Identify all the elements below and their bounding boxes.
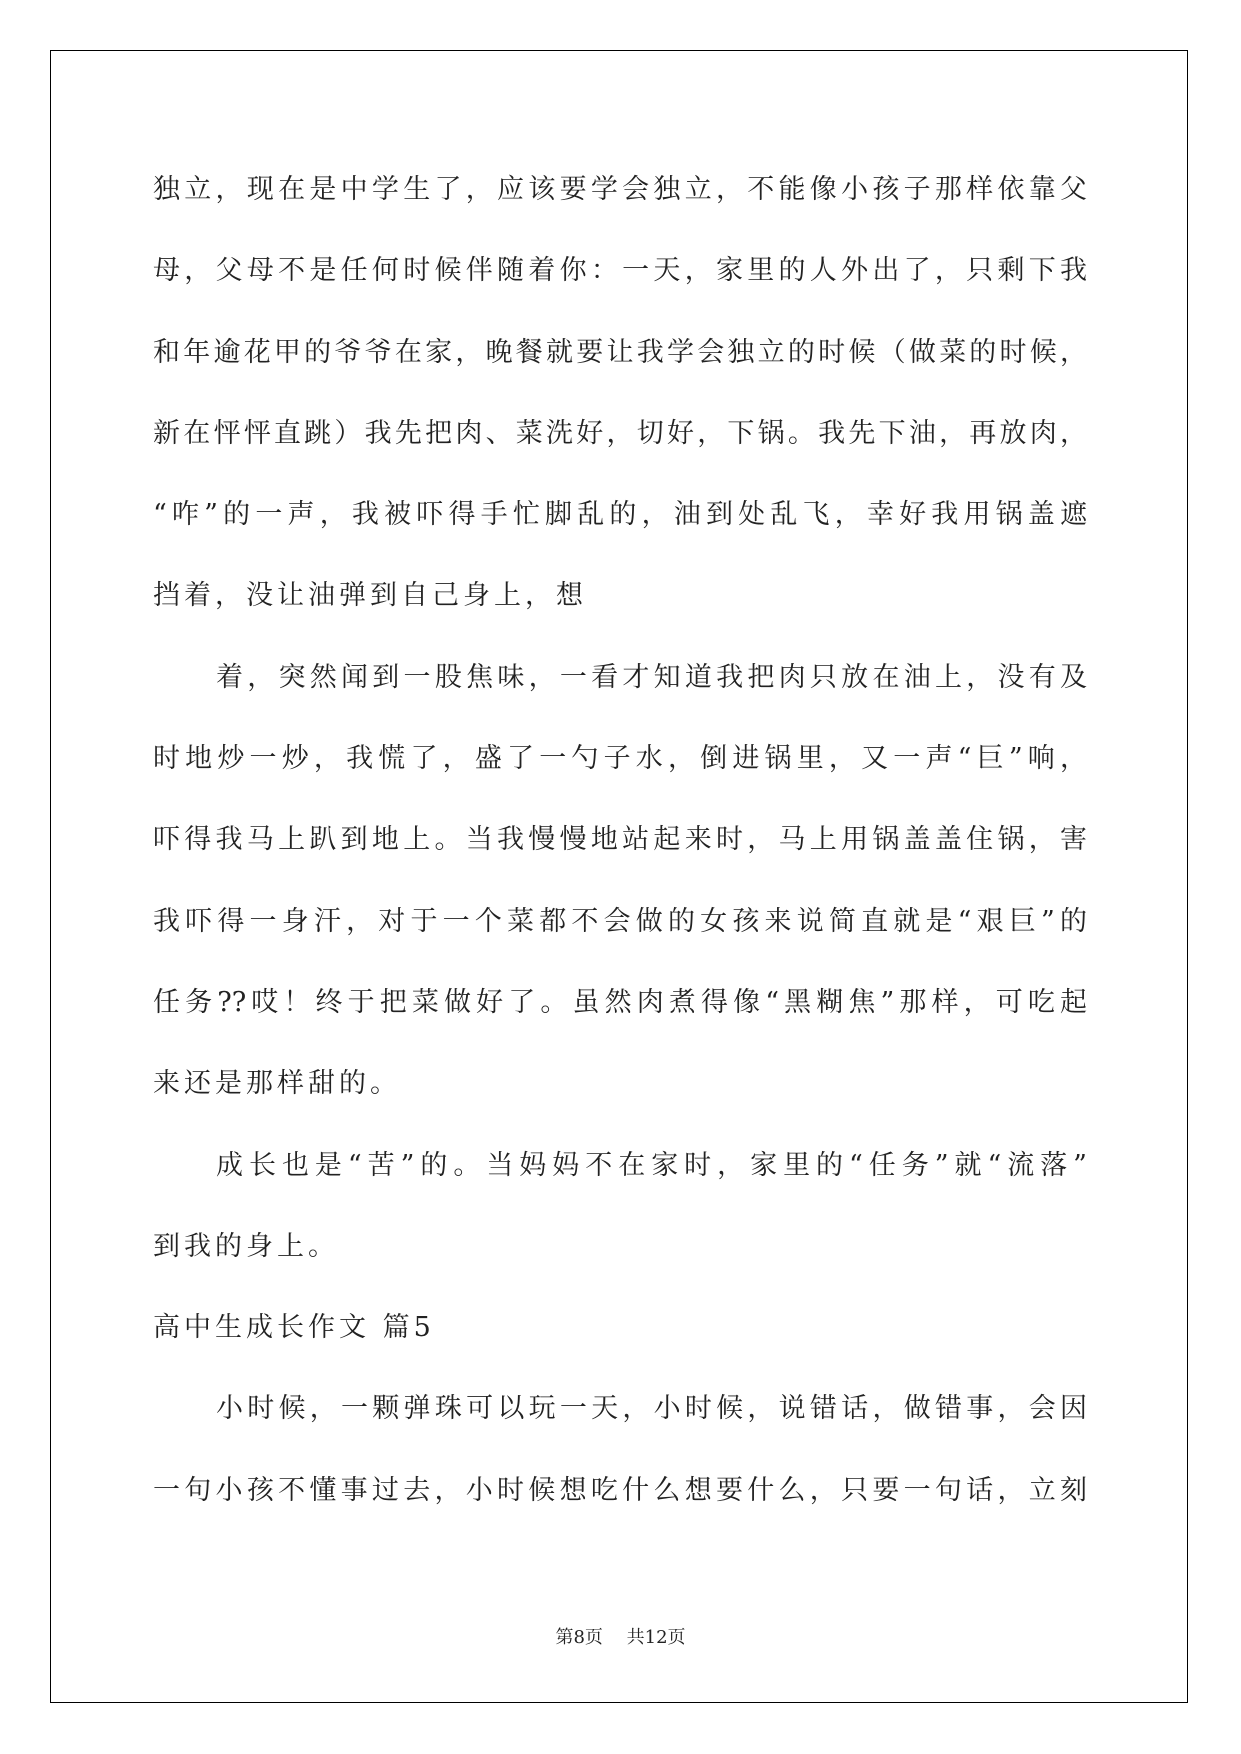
text-line: 小时候，一颗弹珠可以玩一天，小时候，说错话，做错事，会因 — [216, 1393, 1087, 1425]
text-line: 成长也是“苦”的。当妈妈不在家时，家里的“任务”就“流落” — [216, 1149, 1087, 1181]
text-line: 到我的身上。 — [153, 1230, 339, 1262]
document-body — [153, 149, 1087, 1531]
text-line: 来还是那样甜的。 — [153, 1068, 401, 1100]
text-line: 吓得我马上趴到地上。当我慢慢地站起来时，马上用锅盖盖住锅，害 — [153, 824, 1087, 856]
text-line: 和年逾花甲的爷爷在家，晚餐就要让我学会独立的时候（做菜的时候， — [153, 336, 1087, 368]
text-line: 一句小孩不懂事过去，小时候想吃什么想要什么，只要一句话，立刻 — [153, 1474, 1087, 1506]
text-line: 时地炒一炒，我慌了，盛了一勺子水，倒进锅里，又一声“巨”响， — [153, 743, 1087, 775]
text-line: “咋”的一声，我被吓得手忙脚乱的，油到处乱飞，幸好我用锅盖遮 — [153, 499, 1087, 531]
page-number — [0, 1624, 1241, 1652]
current-page-label: 第8页 — [555, 1627, 603, 1648]
text-line: 母，父母不是任何时候伴随着你：一天，家里的人外出了，只剩下我 — [153, 255, 1087, 287]
text-line: 挡着，没让油弹到自己身上，想 — [153, 580, 587, 612]
text-line: 任务??哎！终于把菜做好了。虽然肉煮得像“黑糊焦”那样，可吃起 — [153, 986, 1087, 1018]
total-pages-label: 共12页 — [626, 1627, 686, 1648]
section-heading: 高中生成长作文 篇5 — [153, 1312, 435, 1344]
text-line: 独立，现在是中学生了，应该要学会独立，不能像小孩子那样依靠父 — [153, 174, 1087, 205]
text-line: 着，突然闻到一股焦味，一看才知道我把肉只放在油上，没有及 — [216, 661, 1087, 693]
text-line: 新在怦怦直跳）我先把肉、菜洗好，切好，下锅。我先下油，再放肉， — [153, 417, 1087, 449]
text-line: 我吓得一身汗，对于一个菜都不会做的女孩来说简直就是“艰巨”的 — [153, 905, 1087, 937]
